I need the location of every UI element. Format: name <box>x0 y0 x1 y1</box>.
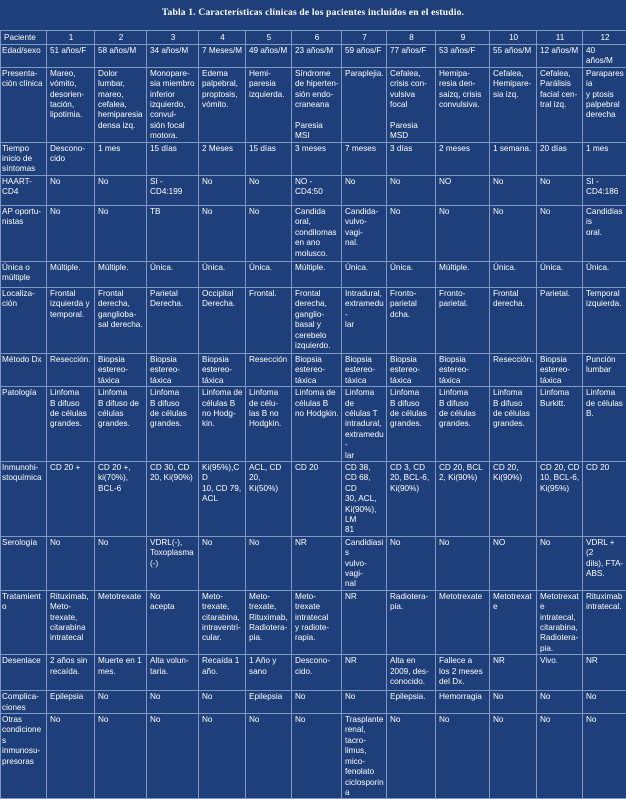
table-cell: CD 20 <box>583 461 626 536</box>
table-cell: Biopsia estereo- táxica <box>199 353 246 386</box>
table-cell: Linfoma B difuso de células grandes. <box>436 387 490 462</box>
table-cell: No <box>47 175 95 205</box>
table-cell: Resección. <box>47 353 95 386</box>
table-cell: CD 20 +, ki(70%), BCL-6 <box>95 461 147 536</box>
table-cell: No <box>95 691 147 714</box>
column-header-patient: 3 <box>147 31 199 45</box>
table-cell: Múltiple. <box>292 261 342 287</box>
table-row <box>1 142 626 175</box>
table-cell: Meto- trexate, Rituximab, Radiotera- pia. <box>246 590 292 654</box>
table-cell: SI - CD4:186 <box>583 175 626 205</box>
table-row <box>1 461 626 536</box>
column-header-label: Paciente <box>1 31 47 45</box>
table-cell: 7 Meses/M <box>199 45 246 68</box>
table-cell: Única. <box>537 261 583 287</box>
table-cell: NR <box>342 655 387 691</box>
table-cell: Biopsia estereo- táxica <box>436 353 490 386</box>
table-cell: No <box>246 714 292 799</box>
table-cell: No <box>95 175 147 205</box>
table-cell: Epilepsia <box>47 691 95 714</box>
table-cell: No acepta <box>147 590 199 654</box>
table-cell: No <box>47 205 95 261</box>
table-cell: No <box>199 691 246 714</box>
table-cell: No <box>199 205 246 261</box>
column-header-patient: 11 <box>537 31 583 45</box>
table-cell: Linfoma de célu- las B no Hodgkin. <box>246 387 292 462</box>
table-cell: Hemipa- resia den- saizq, crisis convulsiva. <box>436 67 490 142</box>
table-cell: Punción lumbar <box>583 353 626 386</box>
table-cell: NO - CD4:50 <box>292 175 342 205</box>
table-cell: 34 años/M <box>147 45 199 68</box>
table-cell: 20 días <box>537 142 583 175</box>
table-cell: Linfoma de células B. <box>583 387 626 462</box>
table-row <box>1 387 626 462</box>
table-cell: Resección. <box>490 353 537 386</box>
table-cell: No <box>199 714 246 799</box>
table-cell: Fronto- parietal dcha. <box>387 287 436 353</box>
table-cell: Frontal izquierda y temporal. <box>47 287 95 353</box>
table-cell: Monopare- sia miembro inferior izquierdo, convul- sión focal motora. <box>147 67 199 142</box>
table-row <box>1 261 626 287</box>
table-row <box>1 45 626 68</box>
table-cell: Resección <box>246 353 292 386</box>
table-cell: No <box>436 714 490 799</box>
row-label: Serología <box>1 536 47 590</box>
table-cell: Única. <box>490 261 537 287</box>
table-cell: VDRL(-), Toxoplasma (-) <box>147 536 199 590</box>
table-cell: 3 meses <box>292 142 342 175</box>
table-cell: 23 años/M <box>292 45 342 68</box>
row-label: Presenta- ción clínica <box>1 67 47 142</box>
row-label: Inmunohi- stoquímica <box>1 461 47 536</box>
table-cell: 2 Meses <box>199 142 246 175</box>
table-cell: 3 días <box>387 142 436 175</box>
table-cell: No <box>583 691 626 714</box>
table-row <box>1 287 626 353</box>
table-cell: No <box>436 536 490 590</box>
table-cell: CD 20, Ki(90%) <box>490 461 537 536</box>
table-cell: 1 Año y sano <box>246 655 292 691</box>
table-cell: Linfoma de células B no Hodgkin. <box>292 387 342 462</box>
table-cell: Alta en 2009, des- conocido. <box>387 655 436 691</box>
table-cell: No <box>342 691 387 714</box>
table-cell: No <box>95 205 147 261</box>
table-cell: Candidiasis vulvo-vagi- nal <box>342 536 387 590</box>
table-row <box>1 205 626 261</box>
table-cell: No <box>147 714 199 799</box>
table-cell: Metotrexate <box>490 590 537 654</box>
table-cell: No <box>147 691 199 714</box>
table-cell: 40 años/M <box>583 45 626 68</box>
table-cell: SI - CD4:199 <box>147 175 199 205</box>
table-cell: 15 días <box>246 142 292 175</box>
table-cell: Recaída 1 año. <box>199 655 246 691</box>
table-cell: Múltiple. <box>47 261 95 287</box>
table-cell: 59 años/F <box>342 45 387 68</box>
table-cell: No <box>387 175 436 205</box>
table-cell: No <box>387 536 436 590</box>
table-cell: NR <box>583 655 626 691</box>
table-cell: Intradural, extramedu- lar <box>342 287 387 353</box>
table-cell: Única. <box>342 261 387 287</box>
table-cell: 2 meses <box>436 142 490 175</box>
table-cell: No <box>95 536 147 590</box>
table-cell: CD 3, CD 20, BCL-6, Ki(90%) <box>387 461 436 536</box>
table-cell: No <box>537 536 583 590</box>
header-row <box>1 31 626 45</box>
table-cell: No <box>246 205 292 261</box>
table-cell: No <box>387 205 436 261</box>
table-cell: 77 años/F <box>387 45 436 68</box>
table-cell: NR <box>490 655 537 691</box>
column-header-patient: 9 <box>436 31 490 45</box>
table-cell: Candida- vulvo-vagi- nal. <box>342 205 387 261</box>
table-cell: Parietal Derecha. <box>147 287 199 353</box>
table-cell: No <box>387 714 436 799</box>
column-header-patient: 7 <box>342 31 387 45</box>
table-cell: Mareo, vómito, desorien- tación, lipotimia. <box>47 67 95 142</box>
table-cell: No <box>537 175 583 205</box>
table-cell: Linfoma de células B no Hodg- kin. <box>199 387 246 462</box>
table-cell: Trasplante renal, tacro- limus, mico- fenolato ciclosporina <box>342 714 387 799</box>
table-cell: CD 20, CD 10, BCL-6, Ki(95%) <box>537 461 583 536</box>
table-cell: Única. <box>387 261 436 287</box>
table-cell: 49 años/M <box>246 45 292 68</box>
table-cell: Frontal derecha, ganglioba- sal derecha. <box>95 287 147 353</box>
table-cell: CD 20 + <box>47 461 95 536</box>
table-cell: Ki(95%),CD 10, CD 79, ACL <box>199 461 246 536</box>
table-cell: Única. <box>147 261 199 287</box>
table-cell: ACL, CD 20, Ki(50%) <box>246 461 292 536</box>
table-cell: Biopsia estereo- táxica <box>292 353 342 386</box>
table-cell: Epilepsia <box>246 691 292 714</box>
table-cell: Cefalea, Hemipare- sia izq. <box>490 67 537 142</box>
table-cell: Única. <box>246 261 292 287</box>
table-cell: Epilepsia. <box>387 691 436 714</box>
table-cell: Múltiple. <box>436 261 490 287</box>
column-header-patient: 4 <box>199 31 246 45</box>
table-body <box>1 45 626 799</box>
table-cell: 7 meses <box>342 142 387 175</box>
table-cell: Biopsia estereo- táxica <box>537 353 583 386</box>
table-title: Tabla 1. Características clínicas de los pacientes incluídos en el estudio. <box>0 0 626 26</box>
table-cell: Candida oral, condilomas en ano molusco. <box>292 205 342 261</box>
table-cell: Rituximab, Meto- trexate, citarabina intratecal <box>47 590 95 654</box>
table-cell: No <box>246 175 292 205</box>
table-cell: CD 30, CD 20, Ki(90%) <box>147 461 199 536</box>
clinical-table <box>0 30 626 799</box>
table-cell: Linfoma B difuso de células grandes. <box>95 387 147 462</box>
table-cell: 2 años sin recaída. <box>47 655 95 691</box>
table-cell: Linfoma B difuso de células grandes. <box>490 387 537 462</box>
row-label: Desenlace <box>1 655 47 691</box>
table-cell: 1 mes <box>95 142 147 175</box>
table-cell: No <box>537 714 583 799</box>
table-cell: Frontal derecha. <box>490 287 537 353</box>
table-cell: No <box>47 536 95 590</box>
table-cell: No <box>292 714 342 799</box>
table-cell: No <box>47 714 95 799</box>
row-label: Complica- ciones <box>1 691 47 714</box>
table-cell: Edema palpebral, proptosis, vómito. <box>199 67 246 142</box>
table-cell: Única. <box>583 261 626 287</box>
table-cell: 1 mes <box>583 142 626 175</box>
table-cell: Frontal derecha, ganglio- basal y cerebelo izquierdo. <box>292 287 342 353</box>
row-label: Localiza- ción <box>1 287 47 353</box>
column-header-patient: 12 <box>583 31 626 45</box>
column-header-patient: 2 <box>95 31 147 45</box>
table-cell: Meto- trexate, citarabina, intraventri- cular. <box>199 590 246 654</box>
table-cell: No <box>246 536 292 590</box>
table-cell: Múltiple. <box>95 261 147 287</box>
table-cell: Meto- trexate intratecal y radiote- rapia. <box>292 590 342 654</box>
column-header-patient: 1 <box>47 31 95 45</box>
table-cell: Candidiasis oral. <box>583 205 626 261</box>
table-cell: Síndrome de hiperten- sión endo- craneana Paresia MSI <box>292 67 342 142</box>
table-cell: No <box>292 691 342 714</box>
table-cell: Única. <box>199 261 246 287</box>
table-cell: NO <box>436 175 490 205</box>
table-cell: Biopsia estereo- táxica <box>387 353 436 386</box>
table-cell: No <box>342 175 387 205</box>
table-cell: Linfoma B difuso de células grandes. <box>387 387 436 462</box>
table-cell: No <box>95 714 147 799</box>
table-cell: Cefalea, crisis con- vulsiva focal Paresia MSD <box>387 67 436 142</box>
table-cell: CD 20, BCL 2, Ki(90%) <box>436 461 490 536</box>
table-cell: NR <box>292 536 342 590</box>
table-cell: Temporal izquierda. <box>583 287 626 353</box>
table-cell: No <box>583 714 626 799</box>
column-header-patient: 5 <box>246 31 292 45</box>
table-row <box>1 67 626 142</box>
table-cell: Cefalea, Parálisis facial cen- tral izq. <box>537 67 583 142</box>
table-cell: No <box>436 205 490 261</box>
table-row <box>1 175 626 205</box>
table-cell: Metotrexate <box>436 590 490 654</box>
table-row <box>1 691 626 714</box>
column-header-patient: 8 <box>387 31 436 45</box>
table-cell: Biopsia estereo- táxica <box>342 353 387 386</box>
row-label: Tratamiento <box>1 590 47 654</box>
column-header-patient: 6 <box>292 31 342 45</box>
table-cell: Parietal. <box>537 287 583 353</box>
row-label: Única o múltiple <box>1 261 47 287</box>
table-cell: No <box>490 205 537 261</box>
table-cell: VDRL + (2 dils), FTA- ABS. <box>583 536 626 590</box>
table-row <box>1 655 626 691</box>
table-cell: Fronto- parietal. <box>436 287 490 353</box>
table-cell: 55 años/M <box>490 45 537 68</box>
table-cell: TB <box>147 205 199 261</box>
table-cell: Metotrexate <box>95 590 147 654</box>
table-cell: No <box>199 175 246 205</box>
table-cell: Linfoma de células T intradural, extramedu- lar <box>342 387 387 462</box>
table-cell: No <box>490 691 537 714</box>
table-cell: Paraparesia y ptosis palpebral derecha <box>583 67 626 142</box>
table-cell: NR <box>342 590 387 654</box>
table-cell: Occipital Derecha. <box>199 287 246 353</box>
row-label: Patología <box>1 387 47 462</box>
table-row <box>1 590 626 654</box>
table-cell: No <box>537 691 583 714</box>
table-cell: 12 años/M <box>537 45 583 68</box>
row-label: Edad/sexo <box>1 45 47 68</box>
table-cell: 53 años/F <box>436 45 490 68</box>
table-row <box>1 353 626 386</box>
table-cell: Rituximab intratecal. <box>583 590 626 654</box>
table-cell: Linfoma B difuso de células grandes. <box>147 387 199 462</box>
table-cell: No <box>199 536 246 590</box>
table-row <box>1 536 626 590</box>
table-cell: Alta volun- taria. <box>147 655 199 691</box>
table-cell: 58 años/M <box>95 45 147 68</box>
table-cell: 1 semana. <box>490 142 537 175</box>
table-cell: No <box>490 714 537 799</box>
table-cell: No <box>537 205 583 261</box>
table-cell: Metotrexate intratecal, citarabina, Radiotera- pia. <box>537 590 583 654</box>
table-cell: NO <box>490 536 537 590</box>
table-cell: Dolor lumbar, mareo, cefalea, hemiparesia densa izq. <box>95 67 147 142</box>
row-label: Tiempo inicio de síntomas <box>1 142 47 175</box>
table-cell: Hemorragia <box>436 691 490 714</box>
table-cell: Descono- cido <box>47 142 95 175</box>
table-cell: Frontal. <box>246 287 292 353</box>
column-header-patient: 10 <box>490 31 537 45</box>
table-cell: Descono- cido. <box>292 655 342 691</box>
table-cell: Radiotera- pia. <box>387 590 436 654</box>
table-cell: 51 años/F <box>47 45 95 68</box>
table-cell: Linfoma B difuso de células grandes. <box>47 387 95 462</box>
table-cell: Hemi- paresia izquierda. <box>246 67 292 142</box>
table-cell: 15 días <box>147 142 199 175</box>
table-cell: No <box>490 175 537 205</box>
table-cell: Biopsia estereo- táxica <box>95 353 147 386</box>
table-cell: Biopsia estereo- táxica <box>147 353 199 386</box>
row-label: HAART- CD4 <box>1 175 47 205</box>
table-cell: Paraplejia. <box>342 67 387 142</box>
row-label: Otras condiciones inmunosu- presoras <box>1 714 47 799</box>
table-cell: Vivo. <box>537 655 583 691</box>
row-label: Método Dx <box>1 353 47 386</box>
table-row <box>1 714 626 799</box>
row-label: AP oportu- nistas <box>1 205 47 261</box>
table-cell: Linfoma Burkitt. <box>537 387 583 462</box>
table-cell: CD 20 <box>292 461 342 536</box>
table-cell: Fallece a los 2 meses del Dx. <box>436 655 490 691</box>
table-cell: CD 38, CD 68, CD 30, ACL, Ki(90%), LM 81 <box>342 461 387 536</box>
table-cell: Muerte en 1 mes. <box>95 655 147 691</box>
